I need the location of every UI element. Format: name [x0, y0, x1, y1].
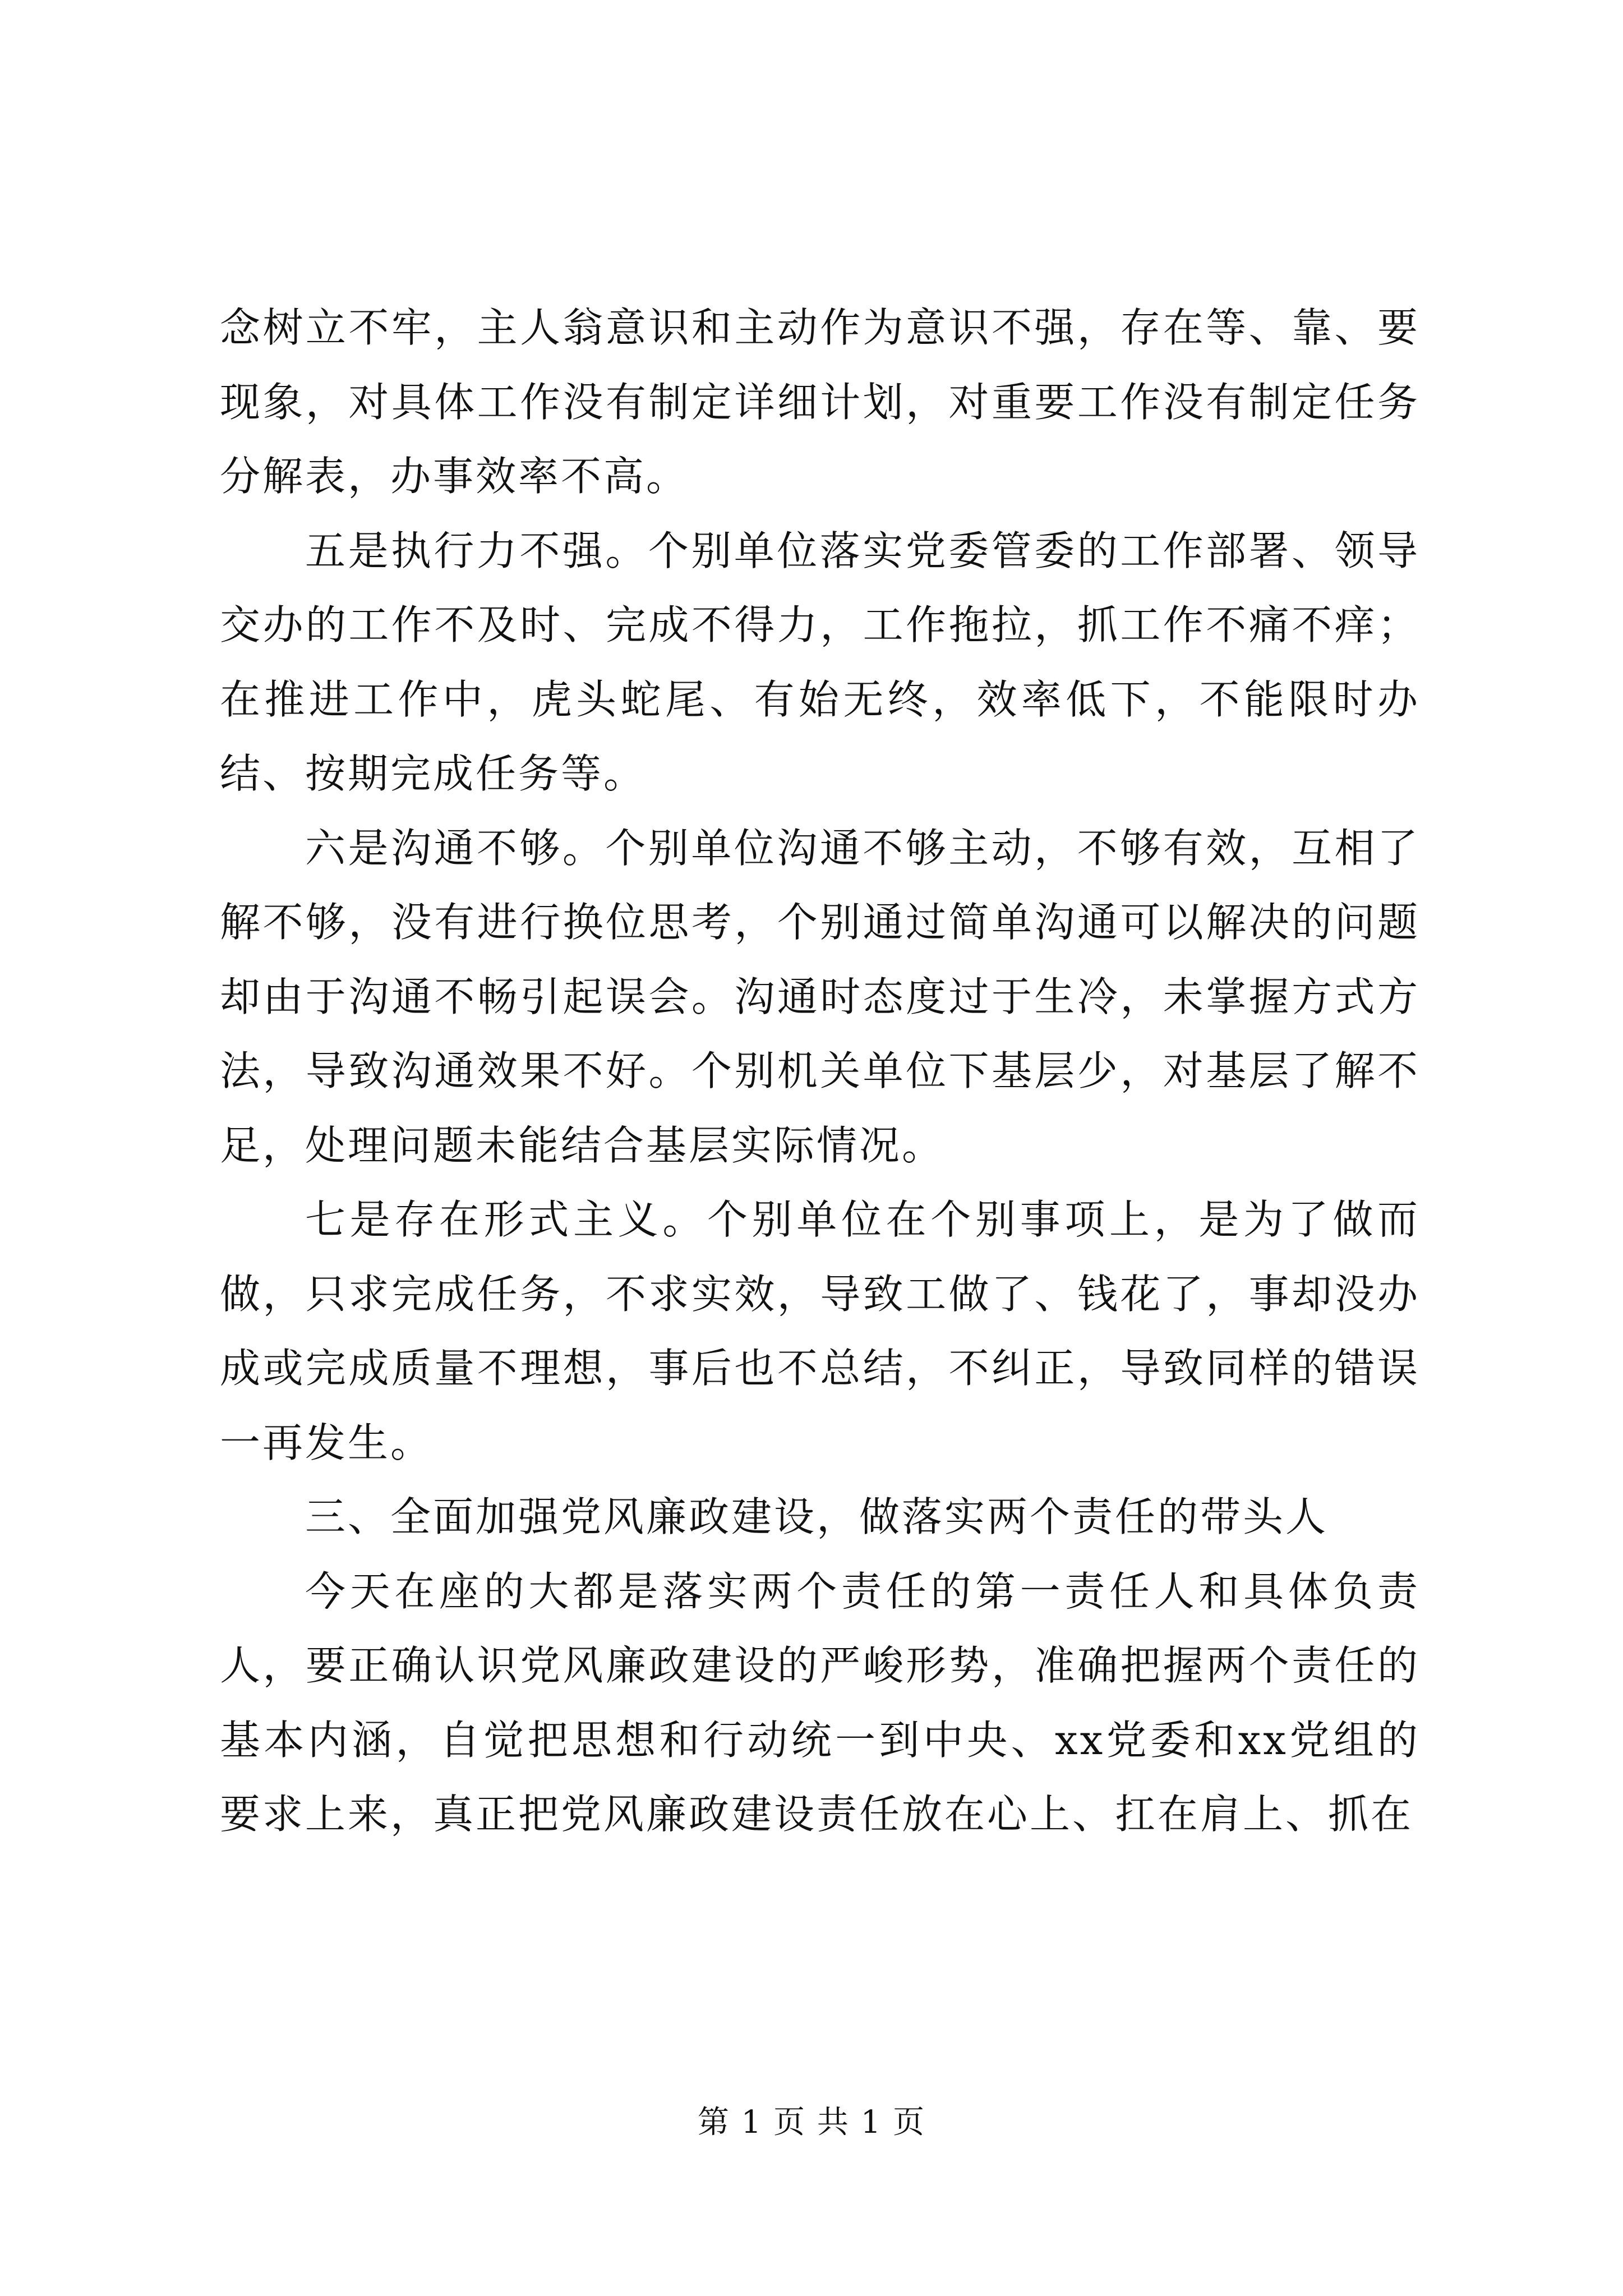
paragraph-point-seven: 七是存在形式主义。个别单位在个别事项上，是为了做而做，只求完成任务，不求实效，导致工做了、钱花了，事却没办成或完成质量不理想，事后也不总结，不纠正，导致同样的错误一再发生。	[220, 1196, 1420, 1466]
paragraph-continuation: 念树立不牢，主人翁意识和主动作为意识不强，存在等、靠、要现象，对具体工作没有制定详细计划，对重要工作没有制定任务分解表，办事效率不高。	[220, 304, 1420, 500]
document-body	[220, 291, 1420, 1852]
paragraph-point-five: 五是执行力不强。个别单位落实党委管委的工作部署、领导交办的工作不及时、完成不得力，工作拖拉，抓工作不痛不痒；在推进工作中，虎头蛇尾、有始无终，效率低下，不能限时办结、按期完成任务等。	[220, 527, 1420, 797]
section-heading-three: 三、全面加强党风廉政建设，做落实两个责任的带头人	[305, 1493, 1329, 1540]
paragraph-section-three-body: 今天在座的大都是落实两个责任的第一责任人和具体负责人，要正确认识党风廉政建设的严峻形势，准确把握两个责任的基本内涵，自觉把思想和行动统一到中央、xx党委和xx党组的要求上来，真正把党风廉政建设责任放在心上、扛在肩上、抓在	[220, 1567, 1420, 1838]
page-footer: 第 1 页 共 1 页	[697, 2104, 926, 2141]
paragraph-point-six: 六是沟通不够。个别单位沟通不够主动，不够有效，互相了解不够，没有进行换位思考，个别通过简单沟通可以解决的问题却由于沟通不畅引起误会。沟通时态度过于生冷，未掌握方式方法，导致沟通效果不好。个别机关单位下基层少，对基层了解不足，处理问题未能结合基层实际情况。	[220, 824, 1420, 1169]
